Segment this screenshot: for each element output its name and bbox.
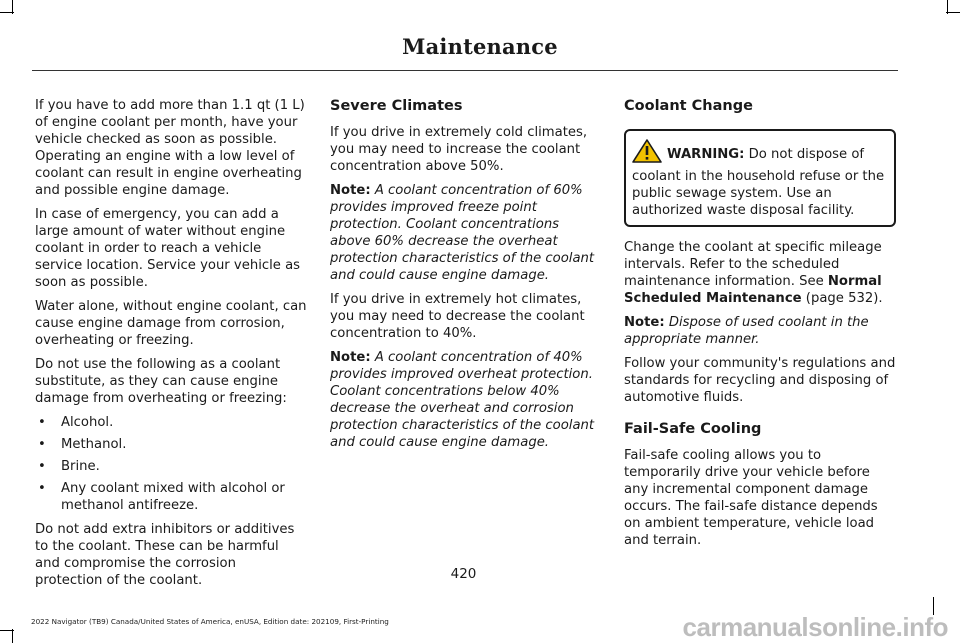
substitute-list	[35, 414, 307, 514]
crop-mark	[0, 12, 14, 13]
column-right	[624, 97, 896, 556]
paragraph: If you have to add more than 1.1 qt (1 L) of engine coolant per month, have your vehicle checked as soon as possible. Operating an engine with a low level of coolant can result in engine overheating and possible engine damage.	[35, 98, 305, 198]
cross-reference-link[interactable]: Normal Scheduled Maintenance	[624, 274, 882, 306]
edition-footer: 2022 Navigator (TB9) Canada/United States of America, enUSA, Edition date: 202109, First-Printing	[31, 617, 389, 626]
note-text: Dispose of used coolant in the appropriate manner.	[624, 315, 869, 347]
list-item: • Brine.	[35, 458, 307, 475]
note-label: Note:	[330, 350, 371, 365]
crop-mark	[12, 629, 13, 643]
paragraph	[624, 239, 896, 307]
crop-mark	[946, 12, 960, 13]
note	[330, 349, 602, 451]
page-number: 420	[450, 566, 477, 582]
page-reference: (page 532).	[805, 291, 883, 306]
warning-text: Do not dispose of coolant in the household refuse or the public sewage system. Use an authorized waste disposal facility.	[632, 147, 885, 218]
section-heading: Severe Climates	[330, 98, 463, 114]
warning-label: WARNING:	[667, 147, 745, 162]
note	[330, 182, 602, 284]
paragraph: In case of emergency, you can add a large amount of water without engine coolant in order to reach a vehicle service location. Service your vehicle as soon as possible.	[35, 207, 301, 290]
section-heading: Coolant Change	[624, 98, 753, 114]
watermark: carmanualsonline.info	[682, 612, 948, 642]
paragraph: Do not use the following as a coolant substitute, as they can cause engine damage from overheating or freezing:	[35, 357, 287, 406]
warning-triangle-icon	[632, 139, 662, 168]
warning-box	[624, 129, 896, 227]
paragraph: Do not add extra inhibitors or additives to the coolant. These can be harmful and compromise the corrosion protection of the coolant.	[35, 522, 295, 588]
header-divider	[32, 70, 898, 71]
paragraph-text: Change the coolant at specific mileage intervals. Refer to the scheduled maintenance information. See	[624, 240, 882, 289]
note	[624, 314, 896, 348]
page-title: Maintenance	[402, 34, 558, 59]
list-item: • Methanol.	[35, 436, 307, 453]
note-text: A coolant concentration of 60% provides improved freeze point protection. Coolant concentrations above 60% decrease the overheat protection characteristics of the coolant and could cause engine damage.	[330, 183, 595, 283]
note-text: A coolant concentration of 40% provides improved overheat protection. Coolant concentrations below 40% decrease the overheat and corrosion protection characteristics of the coolant and could cause engine damage.	[330, 350, 595, 450]
column-middle	[330, 97, 602, 458]
crop-mark	[0, 630, 14, 631]
paragraph: Water alone, without engine coolant, can cause engine damage from corrosion, overheating or freezing.	[35, 299, 307, 348]
section-heading: Fail-Safe Cooling	[624, 421, 762, 437]
paragraph: Follow your community's regulations and standards for recycling and disposing of automotive fluids.	[624, 356, 896, 405]
column-left	[35, 97, 307, 596]
list-item: • Any coolant mixed with alcohol or methanol antifreeze.	[35, 480, 307, 514]
paragraph: Fail-safe cooling allows you to temporarily drive your vehicle before any incremental component damage occurs. The fail-safe distance depends on ambient temperature, vehicle load and terrain.	[624, 448, 878, 548]
paragraph: If you drive in extremely hot climates, you may need to decrease the coolant concentration to 40%.	[330, 292, 585, 341]
note-label: Note:	[330, 183, 371, 198]
paragraph: If you drive in extremely cold climates, you may need to increase the coolant concentration above 50%.	[330, 125, 588, 174]
note-label: Note:	[624, 315, 665, 330]
list-item: • Alcohol.	[35, 414, 307, 431]
